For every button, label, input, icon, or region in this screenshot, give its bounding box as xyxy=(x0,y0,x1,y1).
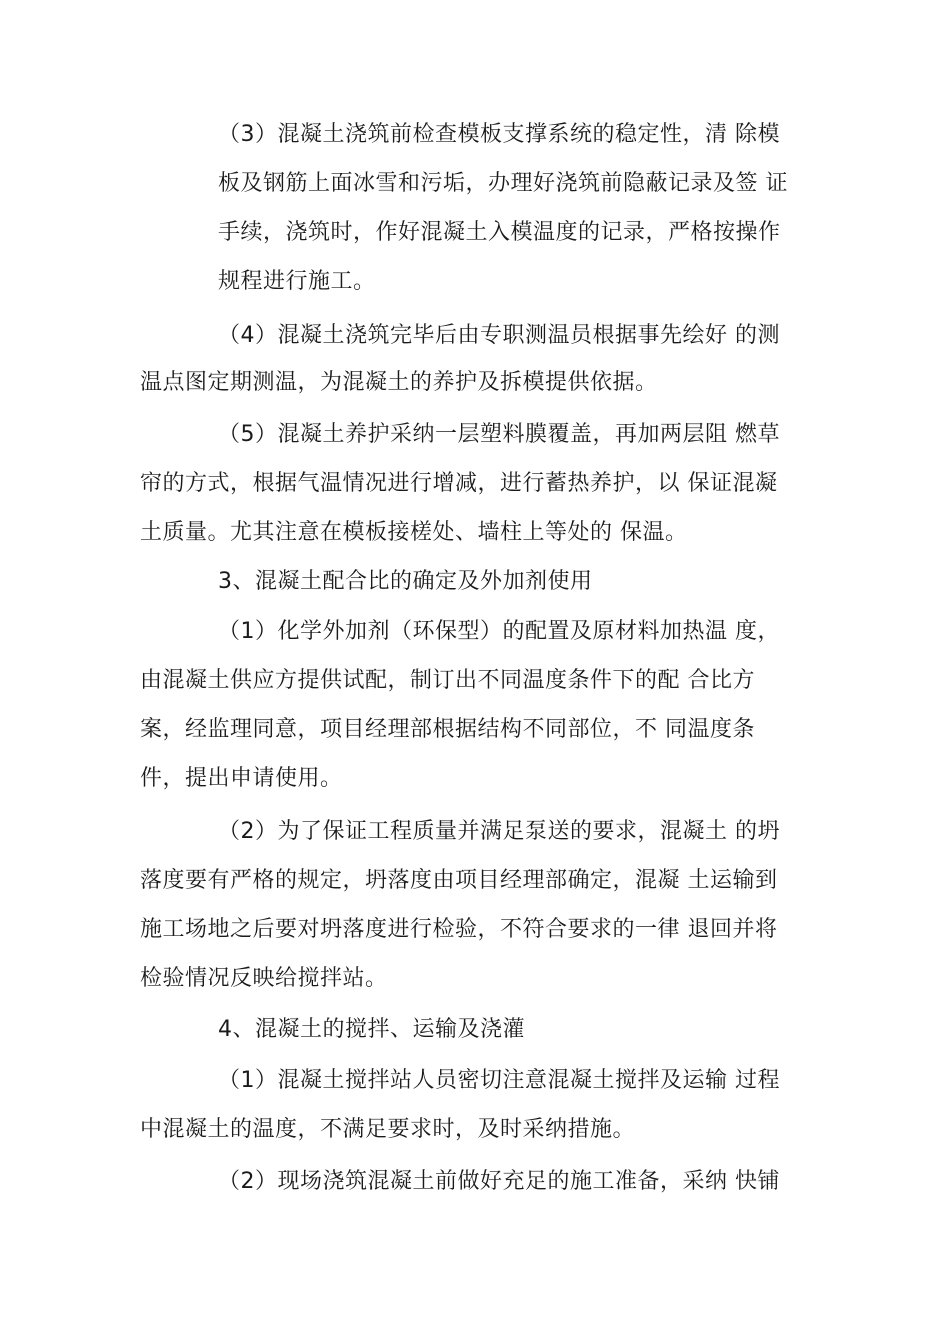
text-line: 落度要有严格的规定，坍落度由项目经理部确定，混凝 土运输到 xyxy=(140,868,778,893)
text-line: 板及钢筋上面冰雪和污垢，办理好浇筑前隐蔽记录及签 证 xyxy=(218,171,788,196)
text-line: （5）混凝土养护采纳一层塑料膜覆盖，再加两层阻 燃草 xyxy=(218,422,780,447)
text-line: （2）现场浇筑混凝土前做好充足的施工准备，采纳 快铺 xyxy=(218,1169,780,1194)
text-line: （1）化学外加剂（环保型）的配置及原材料加热温 度， xyxy=(218,619,780,644)
text-line: 土质量。尤其注意在模板接槎处、墙柱上等处的 保温。 xyxy=(140,520,688,545)
text-line: 手续，浇筑时，作好混凝土入模温度的记录，严格按操作 xyxy=(218,220,781,245)
text-line: （2）为了保证工程质量并满足泵送的要求，混凝土 的坍 xyxy=(218,819,780,844)
text-line: 由混凝土供应方提供试配，制订出不同温度条件下的配 合比方 xyxy=(140,668,755,693)
text-line: 件，提出申请使用。 xyxy=(140,766,343,791)
text-line: 温点图定期测温，为混凝土的养护及拆模提供依据。 xyxy=(140,370,658,395)
text-line: （3）混凝土浇筑前检查模板支撑系统的稳定性，清 除模 xyxy=(218,122,780,147)
text-line: （4）混凝土浇筑完毕后由专职测温员根据事先绘好 的测 xyxy=(218,323,780,348)
text-line: 中混凝土的温度，不满足要求时，及时采纳措施。 xyxy=(140,1117,636,1142)
section-heading: 4、混凝土的搅拌、运输及浇灌 xyxy=(218,1017,525,1042)
text-line: 施工场地之后要对坍落度进行检验，不符合要求的一律 退回并将 xyxy=(140,917,778,942)
text-line: 案，经监理同意，项目经理部根据结构不同部位，不 同温度条 xyxy=(140,717,755,742)
text-line: 帘的方式，根据气温情况进行增减，进行蓄热养护，以 保证混凝 xyxy=(140,471,778,496)
text-line: （1）混凝土搅拌站人员密切注意混凝土搅拌及运输 过程 xyxy=(218,1068,780,1093)
text-line: 规程进行施工。 xyxy=(218,269,376,294)
section-heading: 3、混凝土配合比的确定及外加剂使用 xyxy=(218,569,593,594)
text-line: 检验情况反映给搅拌站。 xyxy=(140,966,388,991)
